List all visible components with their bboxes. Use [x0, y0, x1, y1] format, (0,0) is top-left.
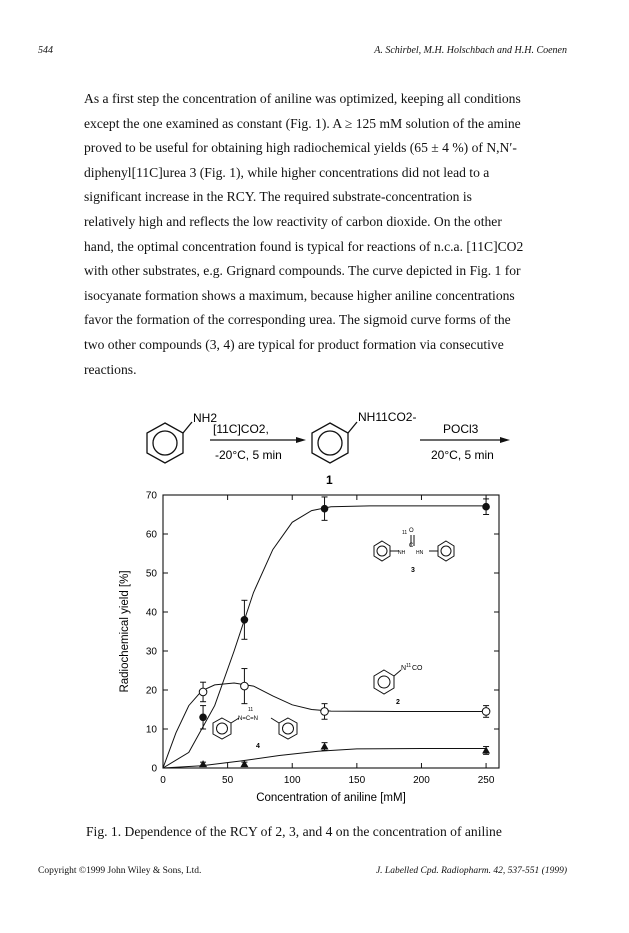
running-header-authors: A. Schirbel, M.H. Holschbach and H.H. Coenen [374, 45, 567, 56]
paragraph-line: except the one examined as constant (Fig. 1). A ≥ 125 mM solution of the amine [84, 115, 521, 131]
compound-3-label: 3 [411, 567, 415, 574]
paragraph-line: isocyanate formation shows a maximum, because higher aniline concentrations [84, 287, 515, 303]
x-tick-label: 100 [283, 775, 301, 786]
compound-2-label: 2 [396, 699, 400, 706]
x-tick-label: 150 [348, 775, 366, 786]
urea-11-label: 11 [402, 530, 408, 536]
series-2-point [321, 708, 329, 716]
figure-caption: Fig. 1. Dependence of the RCY of 2, 3, and 4 on the concentration of aniline [86, 824, 502, 839]
urea-o-label: O [409, 528, 414, 534]
isocyanate-structure [374, 670, 401, 694]
x-axis-label: Concentration of aniline [mM] [256, 792, 406, 804]
y-tick-label: 40 [145, 607, 157, 619]
paragraph-line: reactions. [84, 361, 137, 377]
paragraph-line: proved to be useful for obtaining high radiochemical yields (65 ± 4 %) of N,N′- [84, 140, 517, 156]
chart-points [199, 497, 490, 767]
series-3-point [321, 505, 329, 513]
series-2-point [241, 682, 249, 690]
series-2-point [482, 708, 490, 716]
series-3-point [482, 503, 490, 511]
carbodiimide-ncn-label: N=C=N [238, 716, 259, 722]
amine-label: NH2 [193, 411, 218, 425]
series-4-point [482, 746, 490, 753]
series-4-curve [163, 749, 486, 769]
isocyanate-11-label: 11 [406, 663, 412, 669]
paragraph-line: As a first step the concentration of aniline was optimized, keeping all conditions [84, 91, 521, 106]
x-tick-label: 0 [160, 775, 166, 786]
series-3-point [241, 616, 249, 624]
urea-structure [374, 535, 454, 561]
paragraph-line: two other compounds (3, 4) are typical for product formation via consecutive [84, 336, 504, 352]
series-3-point [199, 714, 207, 722]
series-2-curve [163, 683, 486, 768]
y-tick-label: 60 [145, 529, 157, 541]
chart-labels [119, 491, 495, 805]
urea-hn-label: HN [416, 550, 424, 556]
intermediate-label: NH11CO2- [358, 410, 417, 424]
reagent-top: [11C]CO2, [213, 422, 269, 436]
reagent2-top: POCl3 [443, 422, 479, 436]
paragraph-line: significant increase in the RCY. The required substrate-concentration is [84, 189, 472, 205]
chart-curves [163, 506, 486, 768]
y-tick-label: 20 [145, 685, 157, 697]
y-tick-label: 70 [145, 490, 157, 502]
reagent2-bottom: 20°C, 5 min [431, 448, 494, 462]
series-4-point [321, 743, 329, 750]
footer-citation: J. Labelled Cpd. Radiopharm. 42, 537-551 (1999) [375, 866, 567, 876]
y-tick-label: 10 [145, 724, 157, 736]
isocyanate-n-label: N [401, 665, 407, 672]
compound-4-label: 4 [256, 743, 260, 750]
reagent-bottom: -20°C, 5 min [215, 448, 282, 462]
x-tick-label: 200 [413, 775, 430, 786]
series-2-point [199, 688, 207, 696]
carbodiimide-11-label: 11 [248, 707, 254, 713]
footer-copyright: Copyright ©1999 John Wiley & Sons, Ltd. [38, 866, 202, 876]
urea-c-label: C [409, 543, 414, 549]
y-tick-label: 50 [145, 568, 157, 580]
paragraph-line: hand, the optimal concentration found is typical for reactions of n.c.a. [11C]CO2 [84, 238, 524, 254]
paragraph-line: relatively high and reflects the low reactivity of carbon dioxide. On the other [84, 213, 502, 229]
y-tick-label: 30 [145, 646, 157, 658]
x-tick-label: 250 [477, 775, 495, 786]
urea-nh-label: NH [398, 550, 406, 556]
y-axis-label: Radiochemical yield [%] [119, 570, 131, 693]
x-tick-label: 50 [222, 775, 234, 786]
series-4-point [199, 760, 207, 767]
paragraph-line: favor the formation of the corresponding urea. The sigmoid curve forms of the [84, 312, 511, 328]
paragraph-line: diphenyl[11C]urea 3 (Fig. 1), while higher concentrations did not lead to a [84, 164, 490, 180]
series-3-curve [163, 506, 486, 768]
y-tick-label: 0 [151, 763, 157, 775]
isocyanate-co-label: CO [412, 665, 423, 672]
intermediate-number: 1 [326, 473, 333, 487]
page-number: 544 [38, 45, 53, 56]
paragraph-line: with other substrates, e.g. Grignard compounds. The curve depicted in Fig. 1 for [84, 263, 521, 279]
